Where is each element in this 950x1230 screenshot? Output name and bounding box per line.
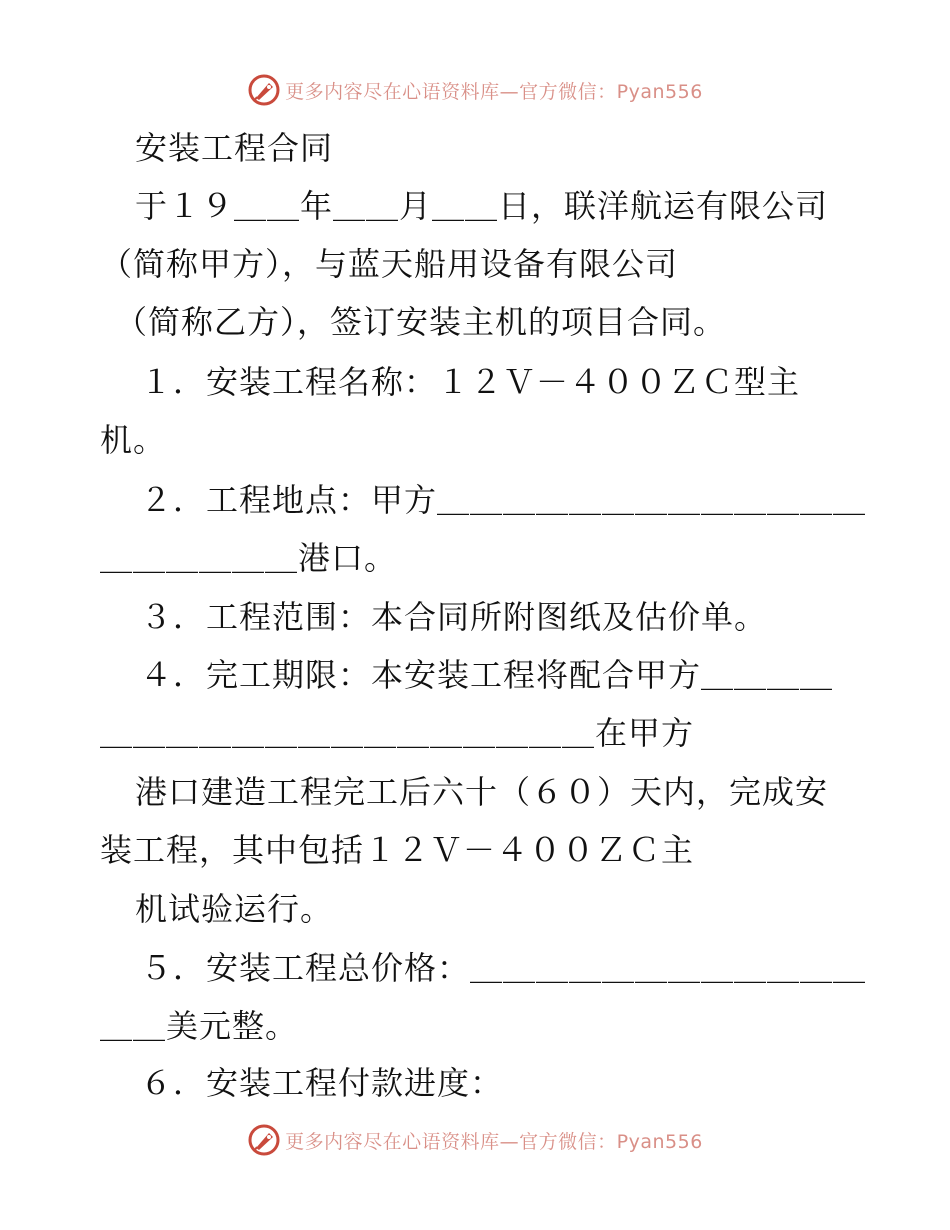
item1-line-b: 机。 — [100, 421, 167, 459]
intro-line-3: （简称乙方），签订安装主机的项目合同。 — [115, 303, 727, 341]
item2-line-a: ２．工程地点：甲方＿＿＿＿＿＿＿＿＿＿＿＿＿ — [140, 481, 867, 519]
item2-line-b: ＿＿＿＿＿＿港口。 — [100, 539, 398, 577]
contract-title: 安装工程合同 — [135, 129, 334, 167]
watermark-text: 更多内容尽在心语资料库—官方微信：Pyan556 — [285, 1130, 703, 1153]
pen-nib-logo-icon — [247, 1123, 281, 1157]
watermark-text: 更多内容尽在心语资料库—官方微信：Pyan556 — [285, 80, 703, 103]
item4-line-b: ＿＿＿＿＿＿＿＿＿＿＿＿＿＿＿在甲方 — [100, 714, 695, 752]
item5-line-a: ５．安装工程总价格：＿＿＿＿＿＿＿＿＿＿＿＿ — [140, 949, 867, 987]
item6-line: ６．安装工程付款进度： — [140, 1064, 504, 1102]
item5-line-b: ＿＿美元整。 — [100, 1007, 299, 1045]
intro-line-2: （简称甲方），与蓝天船用设备有限公司 — [100, 245, 679, 283]
item4-line-a: ４．完工期限：本安装工程将配合甲方＿＿＿＿ — [140, 656, 834, 694]
pen-nib-logo-icon — [247, 73, 281, 107]
item4-line-e: 机试验运行。 — [135, 890, 334, 928]
item1-line-a: １．安装工程名称：１２Ｖ－４００ＺＣ型主 — [140, 363, 801, 401]
footer-watermark — [0, 1120, 950, 1160]
item3-line: ３．工程范围：本合同所附图纸及估价单。 — [140, 598, 768, 636]
header-watermark — [0, 70, 950, 110]
item4-line-c: 港口建造工程完工后六十（６０）天内，完成安 — [135, 773, 829, 811]
intro-line-1: 于１９＿＿年＿＿月＿＿日，联洋航运有限公司 — [135, 187, 829, 225]
item4-line-d: 装工程，其中包括１２Ｖ－４００ＺＣ主 — [100, 831, 695, 869]
